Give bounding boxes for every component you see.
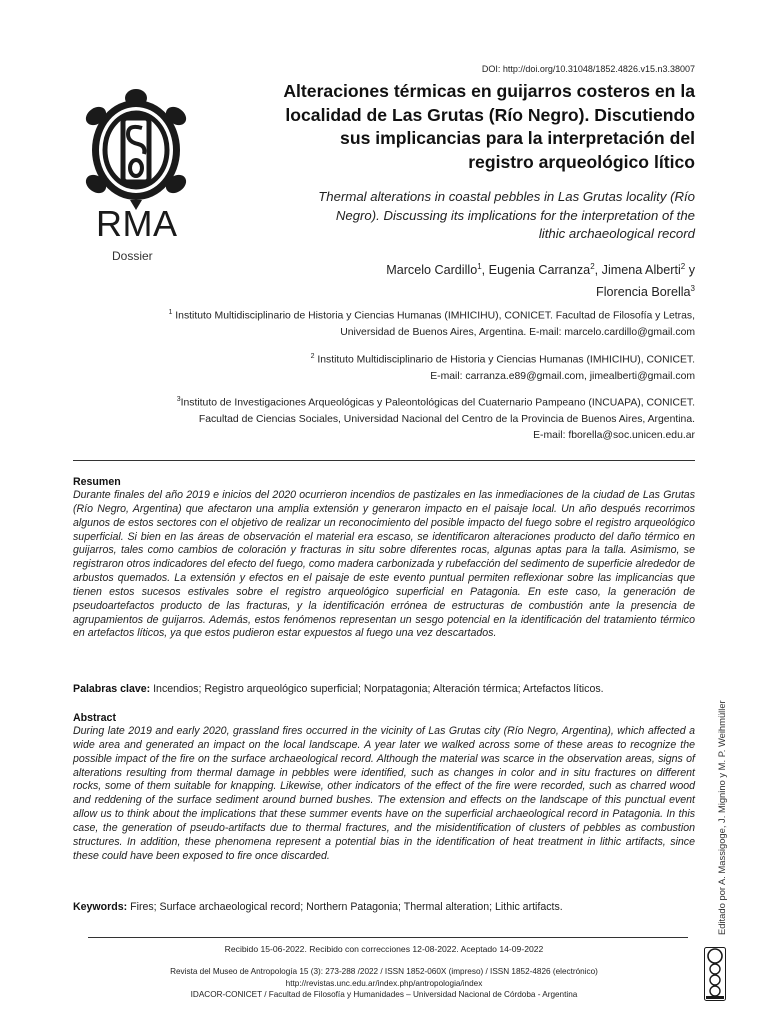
affiliation-1: $^1$ Instituto Multidisciplinario de Historia y Ciencias Humanas (IMHICIHU), CONICET. Facultad de Filosofía y Letras, Universidad de Buenos Aires, Argentina. E-mail: marcelo.cardillo@gmail.com xyxy=(168,309,695,338)
abstract-section xyxy=(73,711,695,863)
author-name: Florencia Borella xyxy=(596,284,691,299)
english-title: Thermal alterations in coastal pebbles in Las Grutas locality (Río Negro). Discussing its implications for the interpretation of the lithic archaeological record xyxy=(318,189,695,241)
doi-link[interactable]: DOI: http://doi.org/10.31048/1852.4826.v15.n3.38007 xyxy=(481,64,695,74)
resumen-section xyxy=(73,475,695,641)
journal-name: RMA xyxy=(96,203,178,244)
editor-note: Editado por A. Massigoge, J. Mignino y M. P. Weihmüller xyxy=(716,700,727,935)
resumen-heading: Resumen xyxy=(73,476,121,488)
affiliation-3: $^3$Instituto de Investigaciones Arqueológicas y Paleontológicas del Cuaternario Pampeano (INCUAPA), CONICET. Facultad de Ciencias Sociales, Universidad Nacional del Centro de la Provincia de Buenos Aires, Argentina. E-mail: fborella@soc.unicen.edu.ar xyxy=(176,396,695,442)
turtle-emblem-icon xyxy=(82,88,190,210)
resumen-body: Durante finales del año 2019 e inicios del 2020 ocurrieron incendios de pastizales en las inmediaciones de la ciudad de Las Grutas (Río Negro, Argentina) que afectaron una amplia extensión y generaron impacto en el paisaje local. Un año después recorrimos algunos de estos sectores con el objetivo de realizar un reconocimiento del posible impacto del fuego sobre el registro arqueológico superficial. Si bien en las áreas de observación el material era escaso, se identificaron alteraciones producto del daño térmico en guijarros, tales como cambios de coloración y fracturas in situ sobre diferentes rocas, algunas aptas para la talla. Asimismo, se registraron otros indicadores del efecto del fuego, como madera carbonizada y rubefacción del sedimento de superficie alrededor de arbustos quemados. La extensión y efectos en el paisaje de este evento puntual permiten reflexionar sobre las implicancias que tienen estos sucesos estivales sobre el registro arqueológico superficial en Patagonia. En este caso, la generación de pseudoartefactos producto de las fracturas, y la identificación errónea de estructuras de combustión ante la presencia de agrupamientos de guijarros. Además, estos fenómenos representan un sesgo potencial en la identificación del tratamiento térmico en artefactos líticos, ya que estos pudieron estar expuestos al fuego una vez descartados. xyxy=(73,489,695,640)
received-dates: Recibido 15-06-2022. Recibido con correcciones 12-08-2022. Aceptado 14-09-2022 xyxy=(224,944,544,954)
journal-logo xyxy=(82,88,190,210)
divider xyxy=(73,460,695,461)
keywords: Keywords: Fires; Surface archaeological record; Northern Patagonia; Thermal alteration; Lithic artifacts. xyxy=(73,901,563,913)
abstract-body: During late 2019 and early 2020, grassland fires occurred in the vicinity of Las Grutas city (Río Negro, Argentina), which affected a wide area and generated an impact on the local landscape. A year later we walked across some of these areas to recognize the possible impact of the fire on the surface archaeological record. Although the material was scarce in the observation areas, signs of alterations resulting from thermal damage in pebbles were identified, such as changes in color and in situ fractures on different rocks, some of them suitable for knapping. Likewise, other indicators of the effect of the fire were recorded, such as charred wood and reddening of the surface sediment around burned bushes. The extension and effects on the landscape of this punctual event allow us to think about the implications that these summer events have on the superficial archaeological record in Patagonia. In this case, the generation of pseudo-artifacts due to thermal fractures, and the misidentification of clusters of pebbles as combustion structures. In addition, these phenomena represent a potential bias in the identification of heat treatment in lithic artifacts, since these could have been exposed to fire once discarded. xyxy=(73,725,695,862)
author-name: Marcelo Cardillo xyxy=(386,263,478,278)
journal-url-link[interactable]: http://revistas.unc.edu.ar/index.php/antropologia/index xyxy=(285,978,483,988)
author-list: Marcelo Cardillo$^1$, Eugenia Carranza$^2$, Jimena Alberti$^2$ y Florencia Borella$^3$ xyxy=(386,262,695,299)
author-name: Jimena Alberti xyxy=(601,263,681,278)
section-label: Dossier xyxy=(112,249,153,263)
affiliation-2: $^2$ Instituto Multidisciplinario de Historia y Ciencias Humanas (IMHICIHU), CONICET. E-mail: carranza.e89@gmail.com, jimealberti@gmail.com xyxy=(310,353,695,382)
journal-footer: Revista del Museo de Antropología 15 (3): 273-288 /2022 / ISSN 1852-060X (impreso) / ISSN 1852-4826 (electrónico) http://revistas.unc.edu.ar/index.php/antropologia/index IDACOR-CONICET / Facultad de Filosofía y Humanidades – Universidad Nacional de Córdoba - Argentina xyxy=(0,966,768,1001)
author-name: Eugenia Carranza xyxy=(488,263,591,278)
abstract-heading: Abstract xyxy=(73,712,116,724)
palabras-clave: Palabras clave: Incendios; Registro arqueológico superficial; Norpatagonia; Alteración térmica; Artefactos líticos. xyxy=(73,683,604,695)
divider xyxy=(88,937,688,938)
article-title: Alteraciones térmicas en guijarros costeros en la localidad de Las Grutas (Río Negro). Discutiendo sus implicancias para la interpretación del registro arqueológico lítico xyxy=(283,81,695,172)
creative-commons-by-nc-sa-icon[interactable] xyxy=(704,947,726,1001)
